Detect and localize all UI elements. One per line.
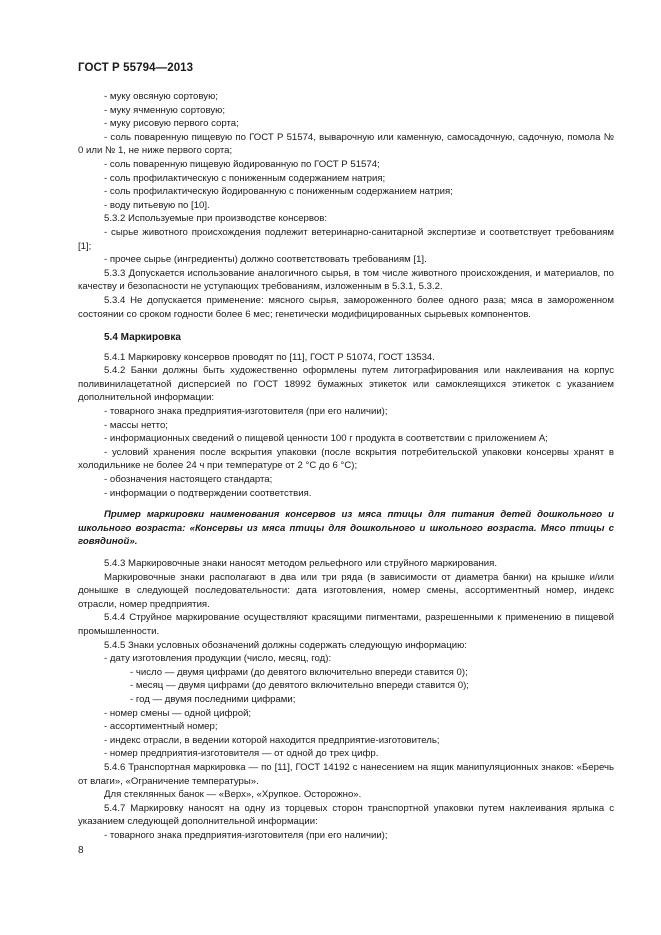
section-heading: 5.4 Маркировка — [104, 332, 181, 344]
text-paragraph: - товарного знака предприятия-изготовителя (при его наличии); — [104, 829, 388, 841]
text-paragraph: - номер смены — одной цифрой; — [104, 707, 252, 719]
text-paragraph: Для стеклянных банок — «Верх», «Хрупкое. Осторожно». — [104, 789, 362, 801]
text-paragraph: 5.4.7 Маркировку наносят на одну из торцевых сторон транспортной упаковки путем наклеивания ярлыка с указанием следующей дополнительной информации: — [78, 802, 614, 828]
text-paragraph: 5.3.4 Не допускается применение: мясного сырья, замороженного более одного раза; мяса в замороженном состоянии со сроком годности более 6 мес; генетически модифицированных сырьевых компонентов. — [78, 294, 614, 320]
text-paragraph: 5.4.5 Знаки условных обозначений должны содержать следующую информацию: — [104, 639, 467, 651]
text-paragraph: - номер предприятия-изготовителя — от одной до трех цифр. — [104, 748, 379, 760]
text-paragraph: - прочее сырье (ингредиенты) должно соответствовать требованиям [1]. — [104, 254, 427, 266]
text-paragraph: - муку овсяную сортовую; — [104, 91, 218, 102]
text-paragraph: - муку рисовую первого сорта; — [104, 118, 239, 130]
text-paragraph: - соль поваренную пищевую по ГОСТ Р 51574, выварочную или каменную, самосадочную, садочную, помола № 0 или № 1, не ниже первого сорта; — [78, 131, 614, 157]
text-paragraph: - муку ячменную сортовую; — [104, 104, 226, 116]
text-paragraph: - сырье животного происхождения подлежит ветеринарно-санитарной экспертизе и соответствует требованиям [1]; — [78, 226, 614, 252]
document-header: ГОСТ Р 55794—2013 — [78, 62, 194, 74]
page-number: 8 — [78, 845, 84, 856]
text-paragraph: 5.4.4 Струйное маркирование осуществляют красящими пигментами, разрешенными к применению в пищевой промышленности. — [78, 612, 614, 637]
text-paragraph: - массы нетто; — [104, 419, 168, 431]
text-paragraph: - соль поваренную пищевую йодированную по ГОСТ Р 51574; — [104, 158, 380, 170]
document-body — [78, 90, 614, 842]
text-paragraph: - товарного знака предприятия-изготовителя (при его наличии); — [104, 406, 388, 418]
text-paragraph: - информации о подтверждении соответствия. — [104, 487, 312, 499]
text-paragraph: - обозначения настоящего стандарта; — [104, 474, 273, 486]
text-paragraph: 5.4.2 Банки должны быть художественно оформлены путем литографирования или наклеивания на корпус поливинилацетатной дисперсией по ГОСТ 18992 бумажных этикеток или самоклеящихся этикеток с указанием дополнительной информации: — [78, 365, 614, 404]
text-paragraph: - соль профилактическую с пониженным содержанием натрия; — [104, 172, 386, 184]
text-paragraph: - условий хранения после вскрытия упаковки (после вскрытия потребительской упаковки консервы хранят в холодильнике не более 24 ч при температуре от 2 °С до 6 °С); — [78, 446, 614, 472]
text-paragraph: - месяц — двумя цифрами (до девятого включительно впереди ставится 0); — [130, 680, 469, 692]
text-paragraph: 5.3.3 Допускается использование аналогичного сырья, в том числе животного происхождения, и материалов, по качеству и безопасности не уступающих требованиям, изложенным в 5.3.1, 5.3.2. — [78, 267, 614, 293]
text-paragraph: 5.3.2 Используемые при производстве консервов: — [104, 213, 327, 225]
text-paragraph: - ассортиментный номер; — [104, 721, 218, 733]
example-paragraph: Пример маркировки наименования консервов из мяса птицы для питания детей дошкольного и школьного возраста: «Консервы из мяса птицы для дошкольного и школьного возраста. Мясо птицы с говядиной». — [78, 509, 614, 548]
text-paragraph: 5.4.3 Маркировочные знаки наносят методом рельефного или струйного маркирования. — [104, 558, 498, 569]
text-paragraph: 5.4.6 Транспортная маркировка — по [11], ГОСТ 14192 с нанесением на ящик манипуляционных знаков: «Беречь от влаги», «Ограничение температуры». — [78, 761, 614, 787]
text-paragraph: - дату изготовления продукции (число, месяц, год): — [104, 653, 332, 665]
text-paragraph: - индекс отрасли, в ведении которой находится предприятие-изготовитель; — [104, 734, 440, 746]
text-paragraph: - информационных сведений о пищевой ценности 100 г продукта в соответствии с приложением А; — [104, 433, 548, 445]
text-paragraph: - воду питьевую по [10]. — [104, 199, 210, 211]
text-paragraph: Маркировочные знаки располагают в два или три ряда (в зависимости от диаметра банки) на крышке и/или донышке в следующей последовательности: дата изготовления, номер смены, ассортиментный номер, индекс отрасли, номер предприятия. — [78, 571, 614, 610]
text-paragraph: - год — двумя последними цифрами; — [130, 693, 296, 705]
text-paragraph: - соль профилактическую йодированную с пониженным содержанием натрия; — [104, 186, 453, 198]
text-paragraph: - число — двумя цифрами (до девятого включительно впереди ставится 0); — [130, 666, 468, 678]
text-paragraph: 5.4.1 Маркировку консервов проводят по [11], ГОСТ Р 51074, ГОСТ 13534. — [104, 351, 435, 363]
